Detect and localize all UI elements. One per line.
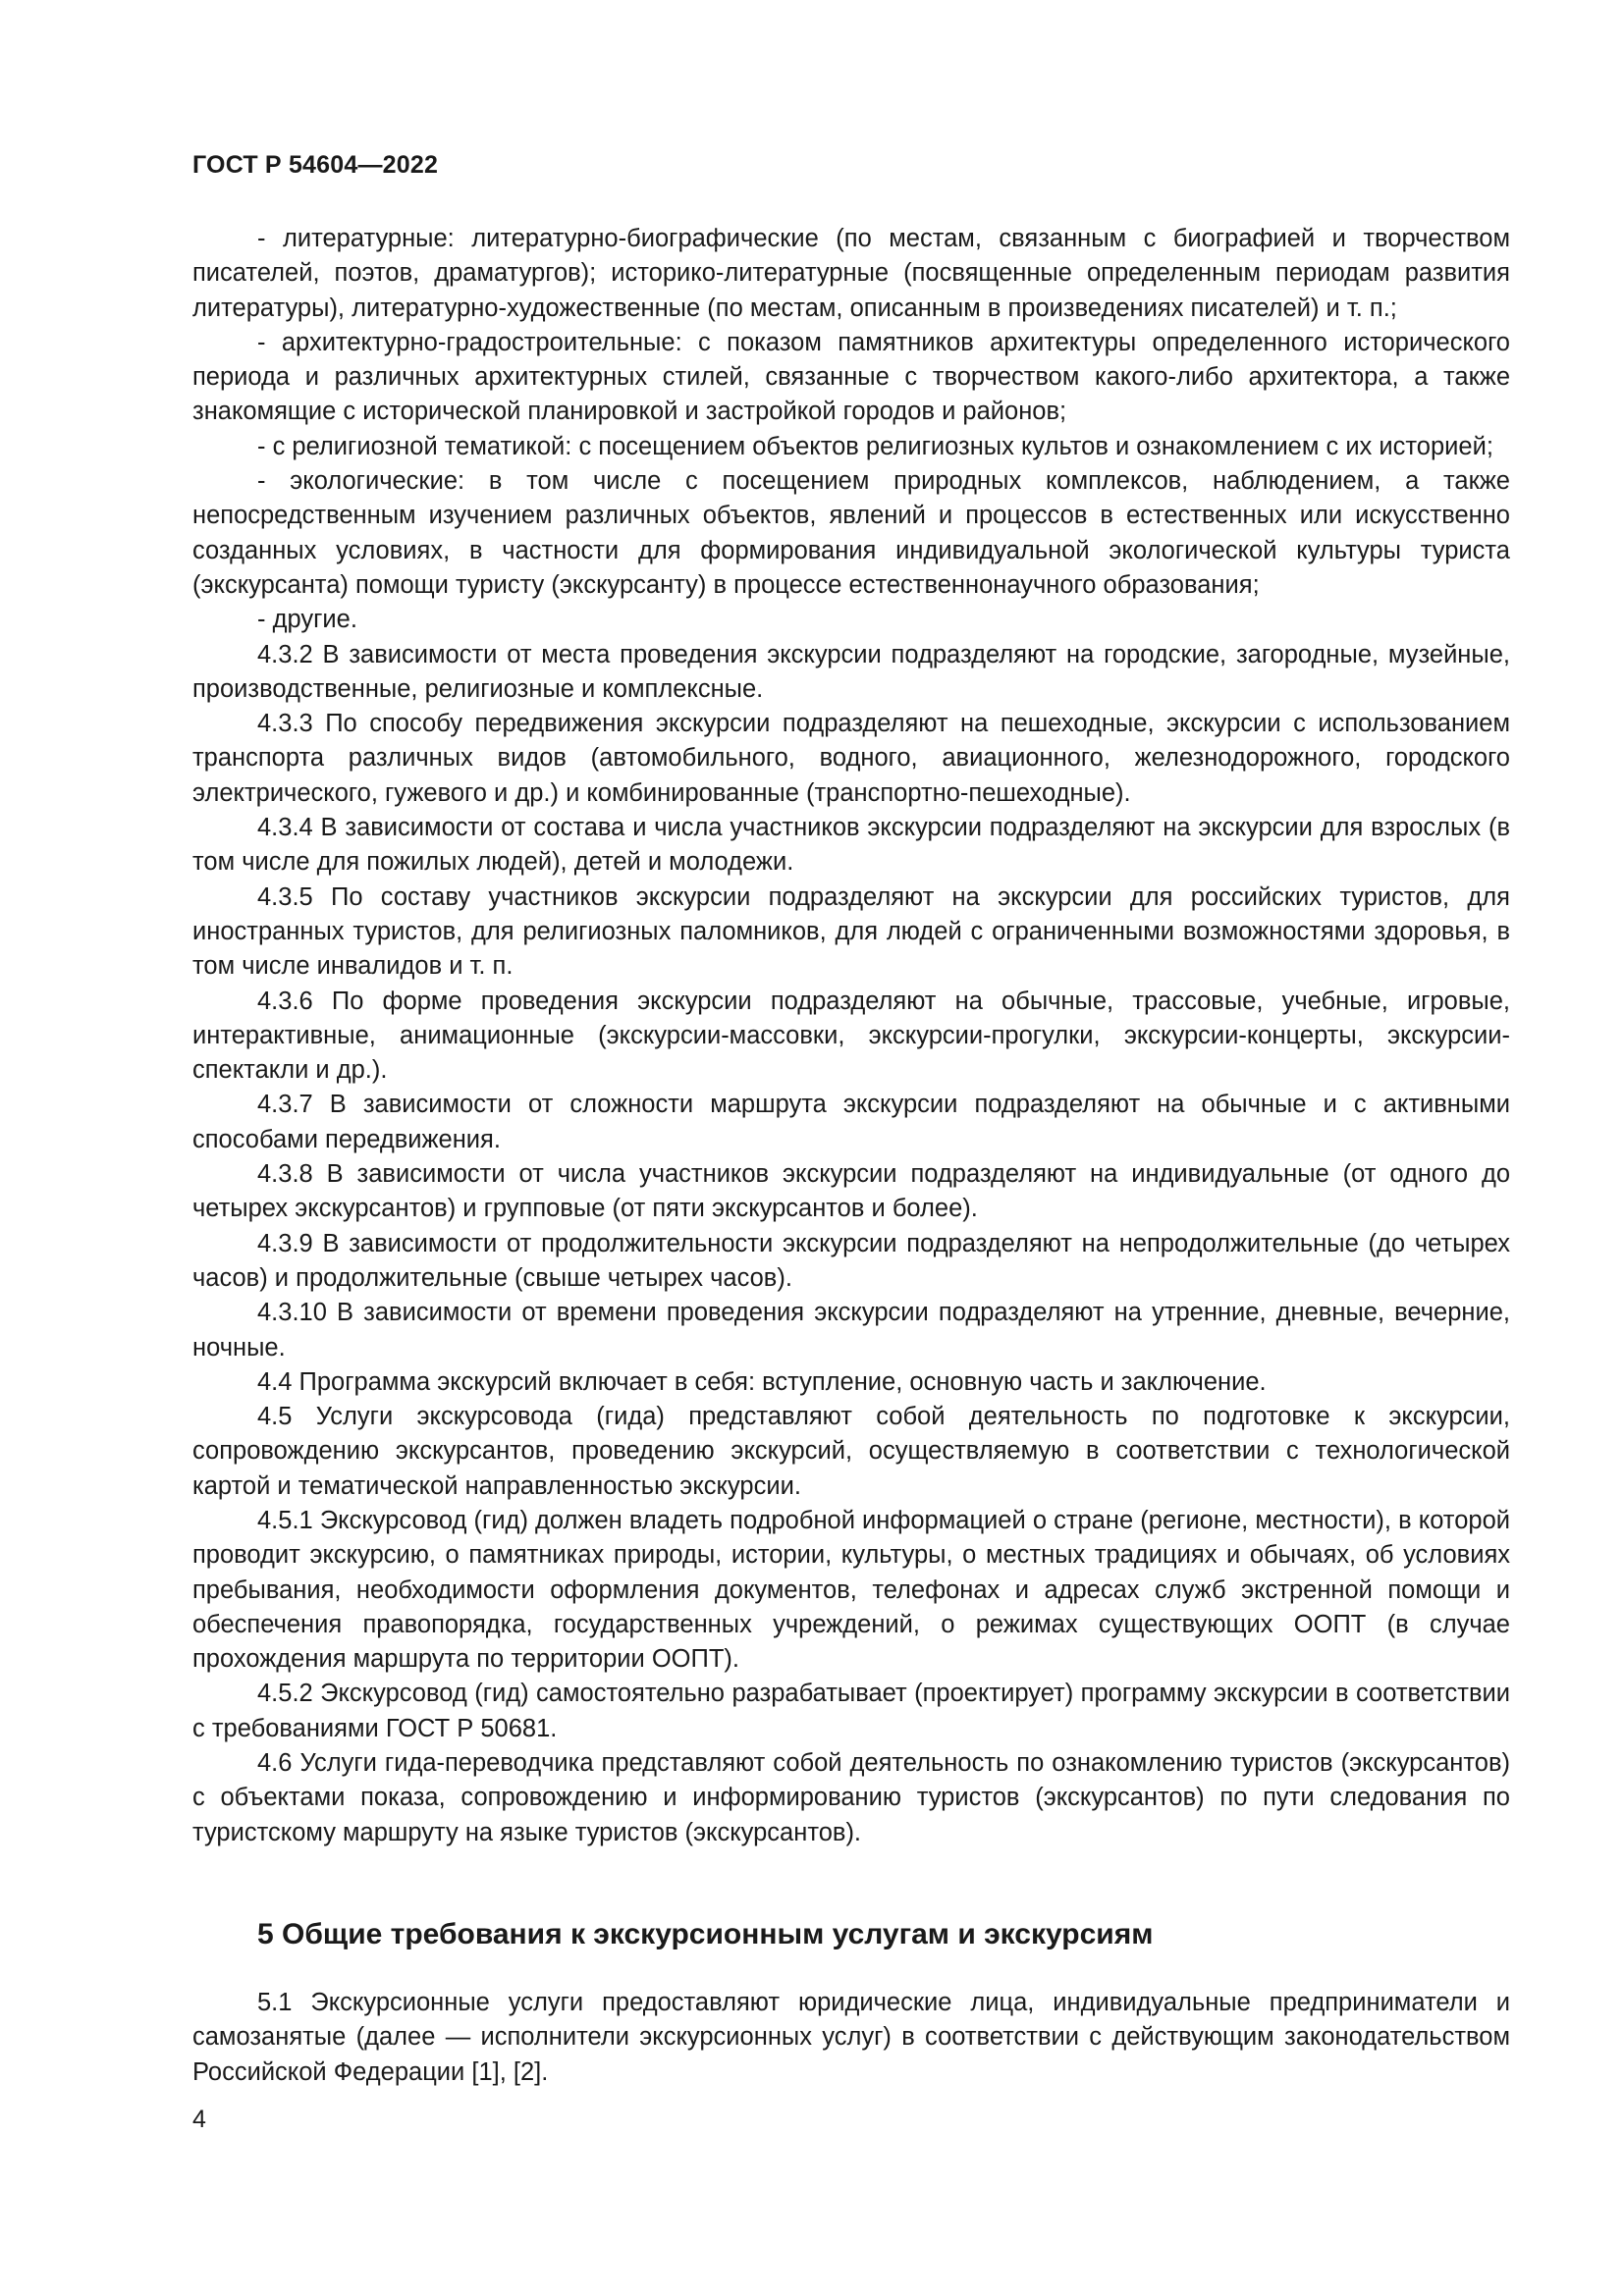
paragraph-4-5-1: 4.5.1 Экскурсовод (гид) должен владеть подробной информацией о стране (регионе, местности), в которой проводит экскурсию, о памятниках природы, истории, культуры, о местных традициях и обычаях, об условиях пребывания, необходимости оформления документов, телефонах и адресах служб экстренной помощи и обеспечения правопорядка, государственных учреждений, о режимах существующих ООПТ (в случае прохождения маршрута по территории ООПТ). — [192, 1506, 1510, 1674]
paragraph-4-6: 4.6 Услуги гида-переводчика представляют собой деятельность по ознакомлению туристов (экскурсантов) с объектами показа, сопровождению и информированию туристов (экскурсантов) по пути следования по туристскому маршруту на языке туристов (экскурсантов). — [192, 1749, 1510, 1846]
document-header-id: ГОСТ Р 54604—2022 — [192, 151, 439, 179]
paragraph-4-4: 4.4 Программа экскурсий включает в себя: вступление, основную часть и заключение. — [257, 1367, 1267, 1396]
paragraph-religious: - с религиозной тематикой: с посещением объектов религиозных культов и ознакомлением с их историей; — [257, 432, 1493, 460]
page-number: 4 — [192, 2106, 206, 2133]
paragraph-4-3-4: 4.3.4 В зависимости от состава и числа участников экскурсии подразделяют на экскурсии для взрослых (в том числе для пожилых людей), детей и молодежи. — [192, 814, 1510, 877]
paragraph-4-3-5: 4.3.5 По составу участников экскурсии подразделяют на экскурсии для российских туристов, для иностранных туристов, для религиозных паломников, для людей с ограниченными возможностями здоровья, в том числе инвалидов и т. п. — [192, 882, 1510, 981]
paragraph-architectural: - архитектурно-градостроительные: с показом памятников архитектуры определенного исторического периода и различных архитектурных стилей, связанные с творчеством какого-либо архитектора, а также знакомящие с исторической планировкой и застройкой городов и районов; — [192, 328, 1510, 426]
section-5-heading: 5 Общие требования к экскурсионным услугам и экскурсиям — [257, 1918, 1154, 1950]
paragraph-4-3-9: 4.3.9 В зависимости от продолжительности экскурсии подразделяют на непродолжительные (до четырех часов) и продолжительные (свыше четырех часов). — [192, 1229, 1510, 1292]
paragraph-4-3-6: 4.3.6 По форме проведения экскурсии подразделяют на обычные, трассовые, учебные, игровые, интерактивные, анимационные (экскурсии-массовки, экскурсии-прогулки, экскурсии-концерты, экскурсии-спектакли и др.). — [192, 987, 1510, 1085]
section-5-text — [192, 1986, 1510, 2090]
paragraph-ecological: - экологические: в том числе с посещением природных комплексов, наблюдением, а также непосредственным изучением различных объектов, явлений и процессов в естественных или искусственно созданных условиях, в частности для формирования индивидуальной экологической культуры туриста (экскурсанта) помощи туристу (экскурсанту) в процессе естественнонаучного образования; — [192, 467, 1510, 599]
paragraph-4-5-2: 4.5.2 Экскурсовод (гид) самостоятельно разрабатывает (проектирует) программу экскурсии в соответствии с требованиями ГОСТ Р 50681. — [192, 1680, 1510, 1742]
paragraph-4-3-10: 4.3.10 В зависимости от времени проведения экскурсии подразделяют на утренние, дневные, вечерние, ночные. — [192, 1299, 1510, 1362]
paragraph-4-3-8: 4.3.8 В зависимости от числа участников экскурсии подразделяют на индивидуальные (от одного до четырех экскурсантов) и групповые (от пяти экскурсантов и более). — [192, 1160, 1510, 1223]
paragraph-4-3-3: 4.3.3 По способу передвижения экскурсии подразделяют на пешеходные, экскурсии с использованием транспорта различных видов (автомобильного, водного, авиационного, железнодорожного, городского электрического, гужевого и др.) и комбинированные (транспортно-пешеходные). — [192, 710, 1510, 807]
paragraph-4-3-7: 4.3.7 В зависимости от сложности маршрута экскурсии подразделяют на обычные и с активными способами передвижения. — [192, 1091, 1510, 1153]
paragraph-5-1: 5.1 Экскурсионные услуги предоставляют юридические лица, индивидуальные предприниматели и самозанятые (далее — исполнители экскурсионных услуг) в соответствии с действующим законодательством Российской Федерации [1], [2]. — [192, 1989, 1510, 2086]
body-text — [192, 222, 1510, 1850]
paragraph-4-3-2: 4.3.2 В зависимости от места проведения экскурсии подразделяют на городские, загородные, музейные, производственные, религиозные и комплексные. — [192, 640, 1510, 703]
paragraph-4-5: 4.5 Услуги экскурсовода (гида) представляют собой деятельность по подготовке к экскурсии, сопровождению экскурсантов, проведению экскурсий, осуществляемую в соответствии с технологической картой и тематической направленностью экскурсии. — [192, 1403, 1510, 1500]
paragraph-literary: - литературные: литературно-биографические (по местам, связанным с биографией и творчеством писателей, поэтов, драматургов); историко-литературные (посвященные определенным периодам развития литературы), литературно-художественные (по местам, описанным в произведениях писателей) и т. п.; — [192, 225, 1510, 322]
paragraph-other: - другие. — [257, 606, 357, 634]
